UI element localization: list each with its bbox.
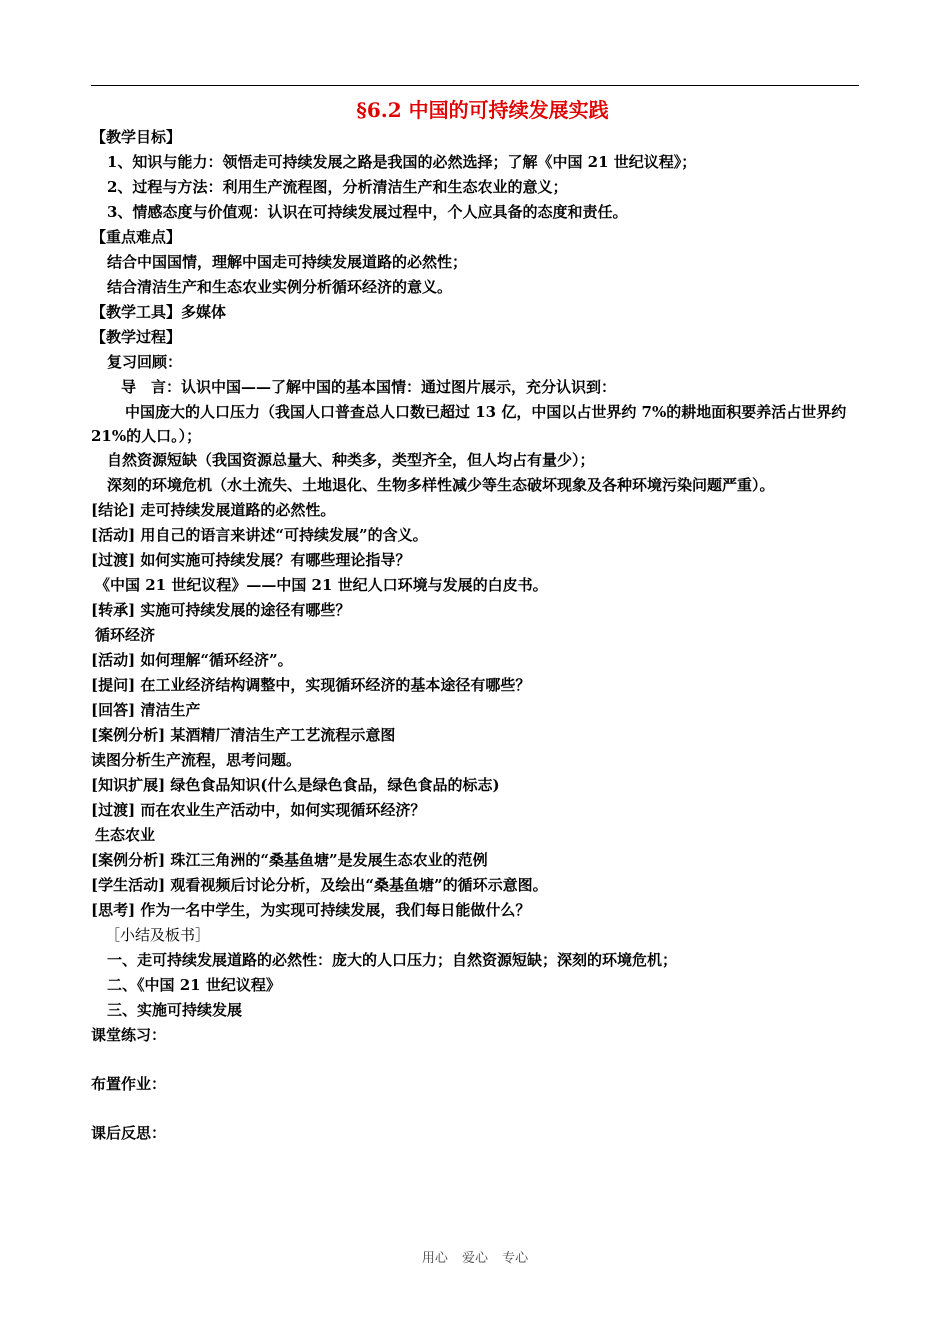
review-label: 复习回顾： [107,353,183,371]
objective-knowledge: 1、知识与能力：领悟走可持续发展之路是我国的必然选择；了解《中国 21 世纪议程》； [107,153,697,171]
resource-shortage-paragraph: 自然资源短缺（我国资源总量大、种类多，类型齐全，但人均占有量少）； [107,451,595,469]
summary-item-1: 一、走可持续发展道路的必然性：庞大的人口压力；自然资源短缺；深刻的环境危机； [107,951,678,969]
answer-line: [回答] 清洁生产 [91,701,201,719]
summary-heading: ［小结及板书］ [105,926,211,944]
classroom-exercise-label: 课堂练习： [91,1026,167,1044]
document-body [91,96,866,1146]
key-point-2: 结合清洁生产和生态农业实例分析循环经济的意义。 [107,278,453,296]
document-title: §6.2 中国的可持续发展实践 [356,98,609,122]
eco-agriculture-heading: 生态农业 [95,826,156,844]
environment-crisis-paragraph: 深刻的环境危机（水土流失、土地退化、生物多样性减少等生态破坏现象及各种环境污染问题严重）。 [107,476,775,494]
objective-attitude: 3、情感态度与价值观：认识在可持续发展过程中，个人应具备的态度和责任。 [107,203,628,221]
section-heading-objectives: 【教学目标】 [91,128,182,146]
circular-economy-heading: 循环经济 [95,626,156,644]
section-heading-tools: 【教学工具】多媒体 [91,303,227,321]
transition-line-2: [过渡] 而在农业生产活动中，如何实现循环经济？ [91,801,426,819]
think-line: [思考] 作为一名中学生，为实现可持续发展，我们每日能做什么？ [91,901,531,919]
section-heading-key-points: 【重点难点】 [91,228,182,246]
case-analysis-line-2: [案例分析] 珠江三角洲的“桑基鱼塘”是发展生态农业的范例 [91,851,488,869]
transition-line-1: [过渡] 如何实施可持续发展？有哪些理论指导？ [91,551,411,569]
activity-line-1: [活动] 用自己的语言来讲述“可持续发展”的含义。 [91,526,428,544]
summary-item-2: 二、《中国 21 世纪议程》 [107,976,281,994]
activity-line-2: [活动] 如何理解“循环经济”。 [91,651,293,669]
page-footer: 用心 爱心 专心 [421,1251,529,1266]
section-heading-process: 【教学过程】 [91,328,182,346]
question-line: [提问] 在工业经济结构调整中，实现循环经济的基本途径有哪些？ [91,676,531,694]
read-diagram-line: 读图分析生产流程，思考问题。 [91,751,302,769]
homework-label: 布置作业： [91,1075,167,1093]
case-analysis-line-1: [案例分析] 某酒精厂清洁生产工艺流程示意图 [91,726,396,744]
reflection-label: 课后反思： [91,1124,167,1142]
conclusion-line: [结论] 走可持续发展道路的必然性。 [91,501,336,519]
intro-paragraph: 导 言：认识中国——了解中国的基本国情：通过图片展示，充分认识到： [121,378,617,396]
key-point-1: 结合中国国情，理解中国走可持续发展道路的必然性； [107,253,468,271]
knowledge-extension-line: [知识扩展] 绿色食品知识(什么是绿色食品，绿色食品的标志) [91,776,500,794]
transfer-line: [转承] 实施可持续发展的途径有哪些？ [91,601,351,619]
population-pressure-paragraph: 中国庞大的人口压力（我国人口普查总人口数已超过 13 亿，中国以占世界约 7%的耕地面积要养活占世界约 21%的人口。）； [91,403,847,445]
header-rule [91,85,859,86]
objective-process: 2、过程与方法：利用生产流程图，分析清洁生产和生态农业的意义； [107,178,568,196]
student-activity-line: [学生活动] 观看视频后讨论分析，及绘出“桑基鱼塘”的循环示意图。 [91,876,548,894]
agenda-line: 《中国 21 世纪议程》——中国 21 世纪人口环境与发展的白皮书。 [95,576,548,594]
summary-item-3: 三、实施可持续发展 [107,1001,243,1019]
